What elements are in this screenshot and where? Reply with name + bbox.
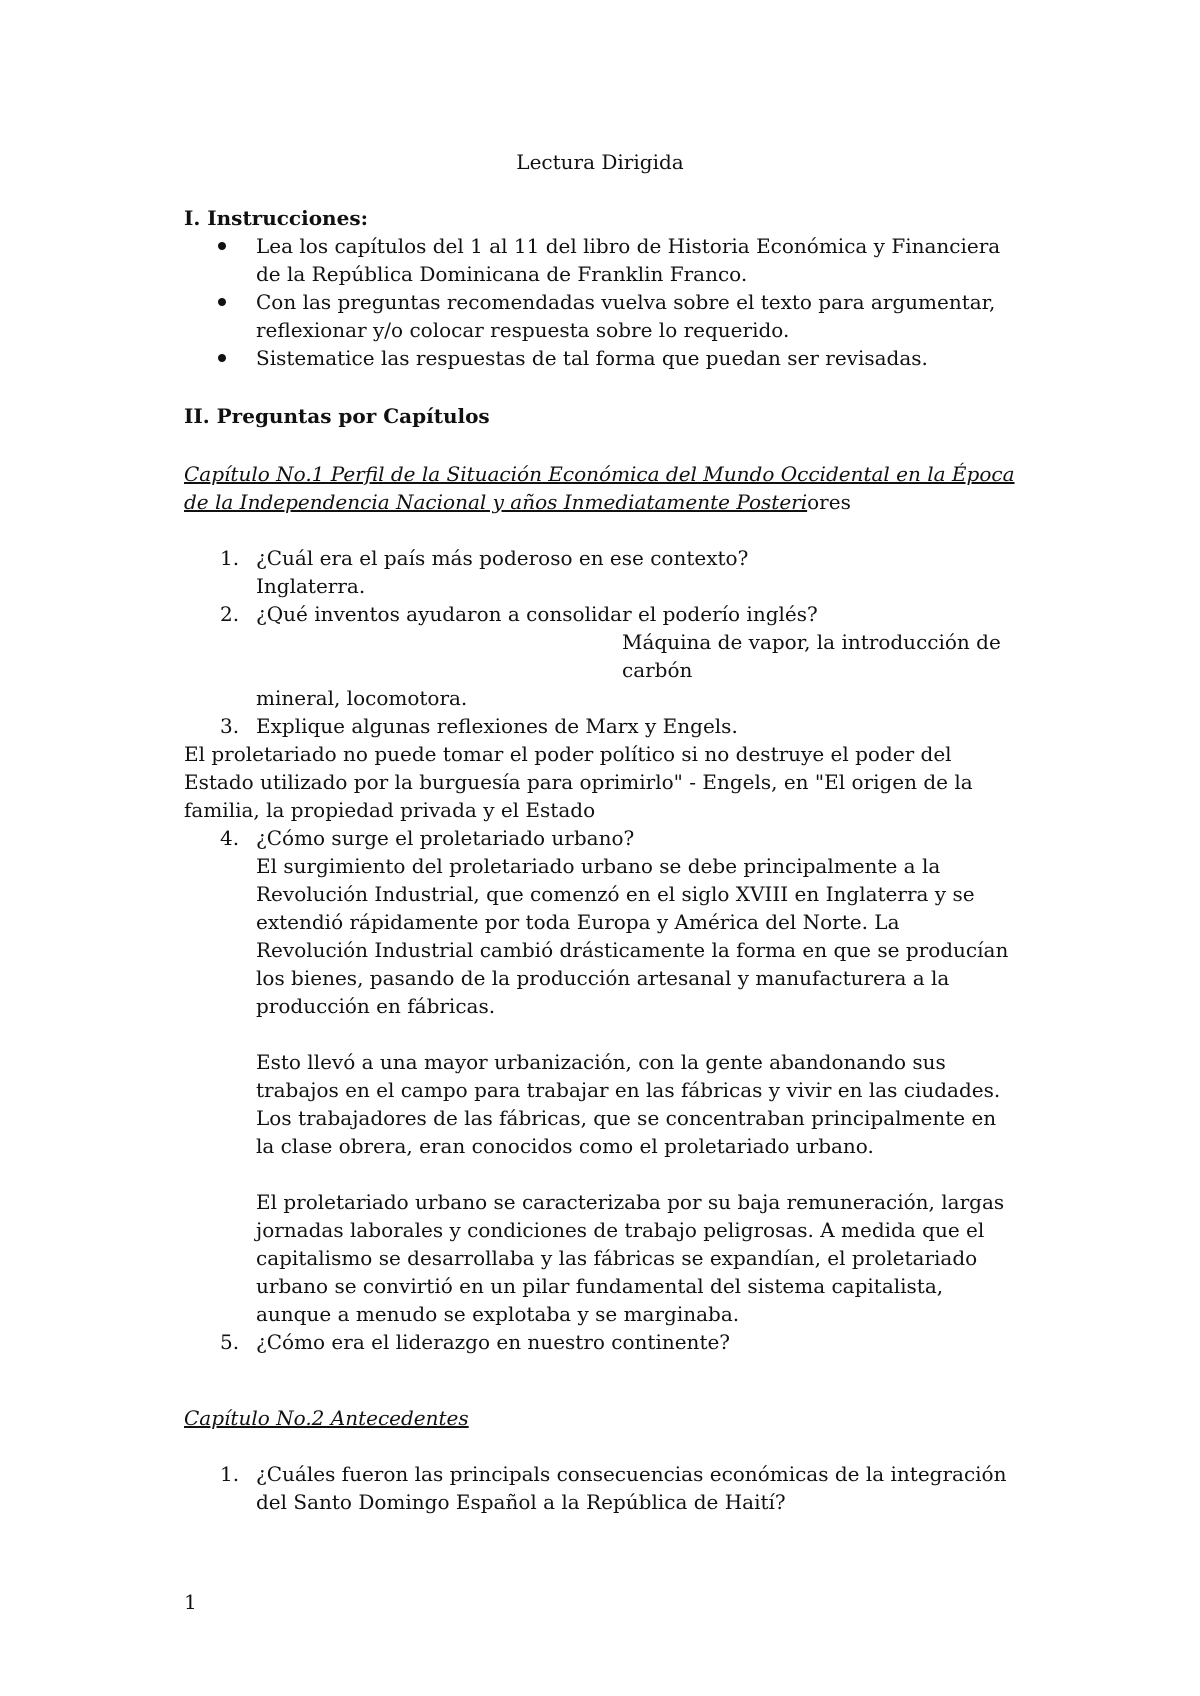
question-item [184, 1328, 1044, 1356]
answer-line: producción en fábricas. [256, 994, 496, 1018]
answer-line: Esto llevó a una mayor urbanización, con la gente abandonando sus [256, 1050, 946, 1074]
answer-line: Los trabajadores de las fábricas, que se concentraban principalmente en [256, 1106, 997, 1130]
bullet-text: Con las preguntas recomendadas vuelva sobre el texto para argumentar, [256, 290, 996, 314]
question-text: ¿Cuáles fueron las principals consecuencias económicas de la integración [256, 1462, 1007, 1486]
question-number: 4. [220, 826, 240, 850]
question-text: Explique algunas reflexiones de Marx y Engels. [256, 714, 738, 738]
question-item [184, 824, 1044, 1328]
page-number: 1 [184, 1590, 197, 1614]
question-text: ¿Cómo era el liderazgo en nuestro continente? [256, 1330, 731, 1354]
question-item [184, 600, 1044, 712]
bullet-text: reflexionar y/o colocar respuesta sobre lo requerido. [256, 318, 790, 342]
answer-line: trabajos en el campo para trabajar en las fábricas y vivir en las ciudades. [256, 1078, 1001, 1102]
answer-line: urbano se convirtió en un pilar fundamental del sistema capitalista, [256, 1274, 944, 1298]
questions-heading: II. Preguntas por Capítulos [184, 404, 490, 428]
answer-line: El proletariado urbano se caracterizaba por su baja remuneración, largas [256, 1190, 1005, 1214]
chapter2-title [184, 1404, 1044, 1432]
instructions-list [184, 232, 1044, 372]
question-text: ¿Cómo surge el proletariado urbano? [256, 826, 635, 850]
chapter2-questions [184, 1460, 1044, 1516]
bullet-icon [218, 242, 226, 250]
answer-line: aunque a menudo se explotaba y se marginaba. [256, 1302, 740, 1326]
chapter1-questions [184, 544, 1044, 1356]
instructions-section [184, 204, 1044, 372]
answer-text: Inglaterra. [256, 574, 366, 598]
question-item [184, 544, 1044, 600]
answer-line: extendió rápidamente por toda Europa y América del Norte. La [256, 910, 900, 934]
question-text: ¿Cuál era el país más poderoso en ese contexto? [256, 546, 749, 570]
list-item [184, 288, 1044, 344]
chapter2-title-text: Capítulo No.2 Antecedentes [184, 1406, 469, 1430]
list-item [184, 344, 1044, 372]
answer-line: Revolución Industrial cambió drásticamente la forma en que se producían [256, 938, 1009, 962]
question-number: 1. [220, 546, 240, 570]
chapter1-title [184, 460, 1044, 516]
answer-paragraph [256, 852, 1044, 1020]
answer-paragraph [184, 740, 1044, 824]
question-text: del Santo Domingo Español a la República de Haití? [256, 1490, 786, 1514]
question-number: 1. [220, 1462, 240, 1486]
document-title: Lectura Dirigida [516, 150, 684, 174]
bullet-text: Lea los capítulos del 1 al 11 del libro de Historia Económica y Financiera [256, 234, 1001, 258]
question-text: ¿Qué inventos ayudaron a consolidar el poderío inglés? [256, 602, 818, 626]
chapter1-title-line: de la Independencia Nacional y años Inmediatamente Posteri [184, 490, 808, 514]
answer-line: la clase obrera, eran conocidos como el proletariado urbano. [256, 1134, 874, 1158]
instructions-heading: I. Instrucciones: [184, 206, 368, 230]
answer-line: Revolución Industrial, que comenzó en el siglo XVIII en Inglaterra y se [256, 882, 975, 906]
answer-line: Estado utilizado por la burguesía para oprimirlo" - Engels, en "El origen de la [184, 770, 973, 794]
answer-line: familia, la propiedad privada y el Estado [184, 798, 596, 822]
answer-text: Máquina de vapor, la introducción de carbón [622, 630, 1001, 682]
bullet-text: Sistematice las respuestas de tal forma que puedan ser revisadas. [256, 346, 928, 370]
bullet-icon [218, 298, 226, 306]
bullet-text: de la República Dominicana de Franklin Franco. [256, 262, 748, 286]
answer-paragraph [256, 1048, 1044, 1160]
answer-line: capitalismo se desarrollaba y las fábricas se expandían, el proletariado [256, 1246, 978, 1270]
chapter1-title-suffix: ores [807, 490, 851, 514]
question-item [184, 712, 1044, 740]
answer-line: El proletariado no puede tomar el poder político si no destruye el poder del [184, 742, 952, 766]
question-number: 5. [220, 1330, 240, 1354]
list-item [184, 232, 1044, 288]
question-number: 2. [220, 602, 240, 626]
answer-text: mineral, locomotora. [256, 686, 468, 710]
answer-line: El surgimiento del proletariado urbano se debe principalmente a la [256, 854, 941, 878]
answer-paragraph [256, 1188, 1044, 1328]
answer-line: jornadas laborales y condiciones de trabajo peligrosas. A medida que el [256, 1218, 985, 1242]
chapter1-title-line: Capítulo No.1 Perfil de la Situación Económica del Mundo Occidental en la Época [184, 462, 1015, 486]
question-item [184, 1460, 1044, 1516]
answer-line: los bienes, pasando de la producción artesanal y manufacturera a la [256, 966, 950, 990]
question-number: 3. [220, 714, 240, 738]
bullet-icon [218, 354, 226, 362]
